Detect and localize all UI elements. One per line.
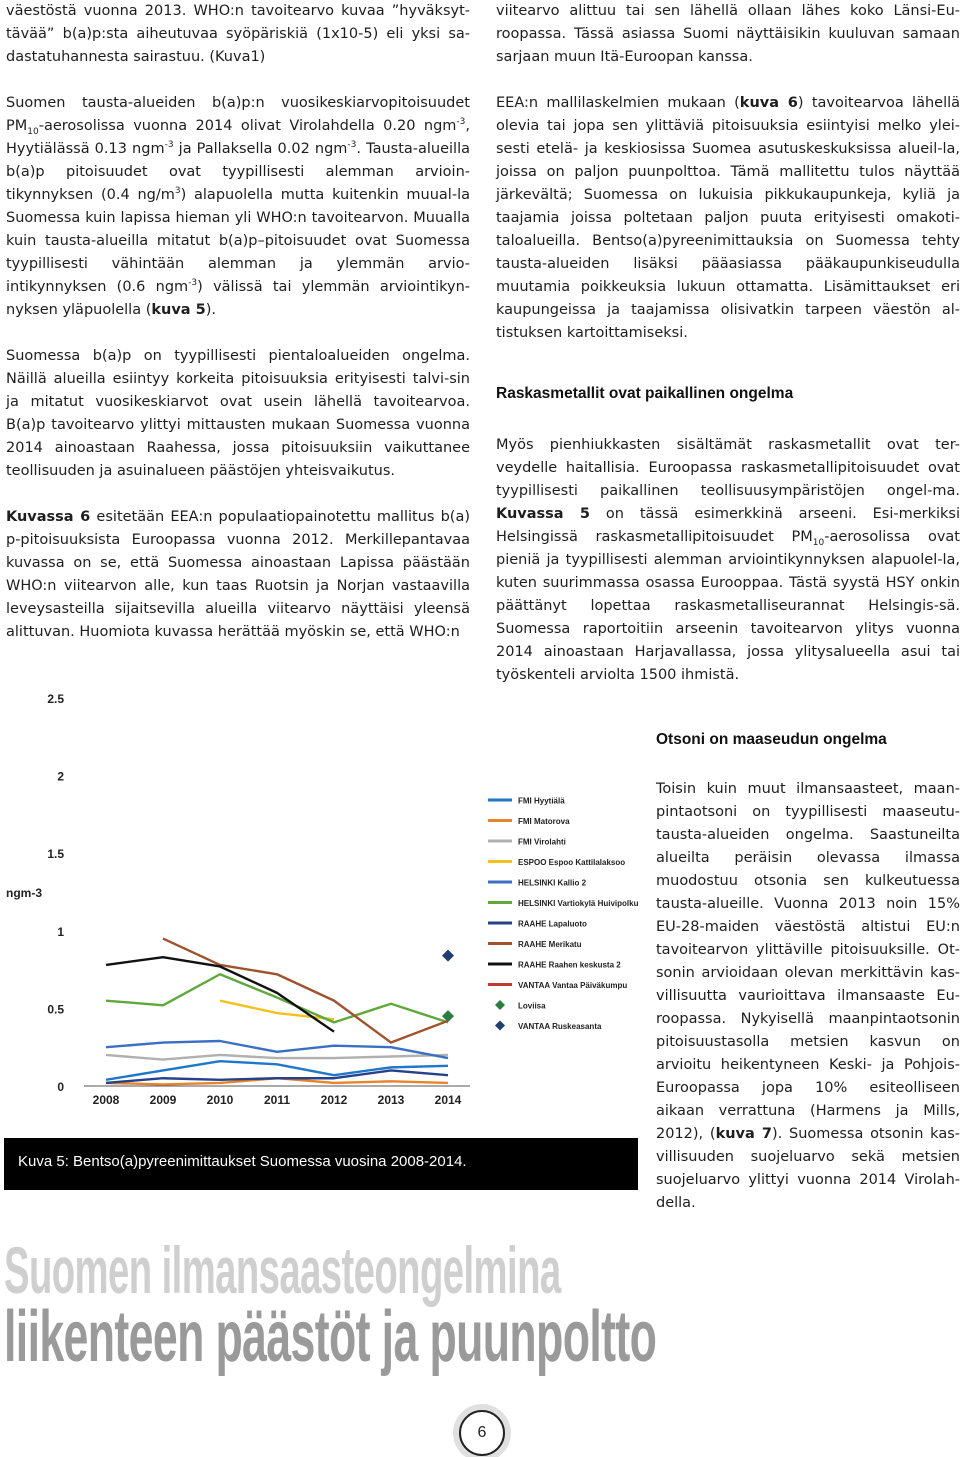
series-line <box>163 939 448 1043</box>
series-line <box>106 974 448 1022</box>
legend-label: VANTAA Ruskeasanta <box>518 1022 602 1031</box>
x-tick-label: 2013 <box>377 1093 405 1107</box>
otsoni-paragraph: Toisin kuin muut ilmansaasteet, maan-pintaotsoni on tyypillisesti maaseutu-tausta-alueiden ongelma. Saastuneilta alueilta peräisin olevassa ilmassa muodostuu otsonia sen kulkeutuessa tausta-alueille. Vuonna 2013 noin 15% EU-28-maiden väestöstä altistui EU:n tavoitearvon ylittäville pitoisuuksille. Ot-sonin arvioidaan olevan merkittävin kas-villisuutta vaurioittava ilmansaaste Eu-roopassa. Nykyisellä maanpintaotsonin pitoisuustasolla metsien kasvun on arvioitu heikentyneen Keski- ja Pohjois-Euroopassa jopa 10% esiteolliseen aikaan verrattuna (Harmens ja Mills, 2012), (kuva 7). Suomessa otsonin kas-villisuuden suojeluarvo sekä metsien suojeluarvo ylittyi vuonna 2014 Virolah-della. <box>656 781 960 1211</box>
chart-svg <box>0 680 640 1140</box>
y-tick-label: 0.5 <box>47 1002 64 1017</box>
y-tick-label: 2 <box>57 769 64 784</box>
left-column <box>6 0 470 644</box>
figure-caption: Kuva 5: Bentso(a)pyreenimittaukset Suomessa vuosina 2008-2014. <box>4 1138 638 1190</box>
y-tick-label: 0 <box>57 1080 64 1094</box>
figure-ref-kuva7: kuva 7 <box>715 1126 773 1142</box>
legend-swatch <box>495 1000 505 1010</box>
x-tick-label: 2011 <box>263 1093 291 1107</box>
series-line <box>220 1001 334 1020</box>
x-tick-label: 2009 <box>149 1093 177 1107</box>
y-tick-label: 2.5 <box>47 692 64 706</box>
y-tick-label: 1 <box>57 924 64 939</box>
legend-label: HELSINKI Kallio 2 <box>518 878 587 888</box>
legend-label: Loviisa <box>518 1001 546 1011</box>
legend-label: RAAHE Merikatu <box>518 940 582 949</box>
x-tick-label: 2014 <box>434 1093 462 1107</box>
heading-raskasmetallit: Raskasmetallit ovat paikallinen ongelma <box>496 385 794 402</box>
section-title-line-2: liikenteen päästöt ja puunpoltto <box>4 1297 657 1377</box>
legend-label: RAAHE Lapaluoto <box>518 919 587 929</box>
series-line <box>106 957 334 1031</box>
heading-otsoni: Otsoni on maaseudun ongelma <box>656 731 887 748</box>
legend-swatch <box>495 1021 505 1031</box>
series-line <box>106 1055 448 1060</box>
y-axis-label: ngm-3 <box>6 886 42 900</box>
page-number: 6 <box>459 1410 505 1456</box>
legend-label: FMI Matorova <box>518 817 570 826</box>
left-paragraph-3: Suomessa b(a)p on tyypillisesti pientaloalueiden ongelma. Näillä alueilla esiintyy korkeita pitoisuuksia erityisesti talvi-sin ja mitatut vuosikeskiarvot ovat usein lähellä tavoitearvoa. B(a)p tavoitearvo ylittyi mittausten mukaan Suomessa vuonna 2014 ainoastaan Raahessa, jossa pitoisuuksiin vaikuttanee teollisuuden ja asuinalueen päästöjen yhteisvaikutus. <box>6 348 470 479</box>
figure-ref-kuvassa6: Kuvassa 6 <box>6 509 91 525</box>
legend-label: HELSINKI Vartiokylä Huivipolku <box>518 899 639 908</box>
legend-label: FMI Hyytiälä <box>518 796 565 806</box>
legend-label: ESPOO Espoo Kattilalaksoo <box>518 858 626 867</box>
right-paragraph-1: viitearvo alittuu tai sen lähellä ollaan lähes koko Länsi-Eu-roopassa. Tässä asiassa Suomi näyttäisikin kuuluvan samaan sarjaan muun Itä-Euroopan kanssa. <box>496 3 960 65</box>
right-column <box>496 0 960 368</box>
legend-label: FMI Virolahti <box>518 837 566 847</box>
left-paragraph-2: Suomen tausta-alueiden b(a)p:n vuosikeskiarvopitoisuudet $PM_{10}$-aerosolissa vuonna 2014 olivat Virolahdella 0.20 ngm$^{-3}$, Hyytiälässä 0.13 ngm$^{-3}$ ja Pallaksella 0.02 ngm$^{-3}$. Tausta-alueilla b(a)p pitoisuudet ovat tyypillisesti alemman arvioin-tikynnyksen (0.4 $ng/m^3$) alapuolella mutta kuitenkin muual-la Suomessa kuin lapissa hieman yli WHO:n tavoitearvon. Muualla kuin tausta-alueilla mitatut b(a)p–pitoisuudet ovat Suomessa tyypillisesti vähintään alemman ja ylemmän arvio-intikynnyksen (0.6 ngm$^{-3}$) välissä tai ylemmän arviointikyn-nyksen yläpuolella (kuva 5). <box>6 95 470 318</box>
right-paragraph-3: Myös pienhiukkasten sisältämät raskasmetallit ovat ter-veydelle haitallisia. Euroopassa raskasmetallipitoisuudet ovat tyypillisesti paikallinen teollisuusympäristöjen ongel-ma. Kuvassa 5 on tässä esimerkkinä arseeni. Esi-merkiksi Helsingissä raskasmetallipitoisuudet $PM_{10}$-aerosolissa ovat pieniä ja tyypillisesti alemman arviointikynnyksen alapuolel-la, kuten suurimmassa osassa Eurooppaa. Tästä syystä HSY onkin päättänyt lopettaa raskasmetalliseurannat Helsingis-sä. Suomessa raportoitiin arseenin tavoitearvon ylitys vuonna 2014 ainoastaan Harjavallassa, jossa ylitysalueella asui tai työskenteli arviolta 1500 ihmistä. <box>496 437 960 683</box>
legend-label: RAAHE Raahen keskusta 2 <box>518 960 621 970</box>
y-tick-label: 1.5 <box>47 847 64 862</box>
legend-label: VANTAA Vantaa Päiväkumpu <box>518 981 628 990</box>
x-tick-label: 2012 <box>320 1093 348 1107</box>
left-paragraph-1: väestöstä vuonna 2013. WHO:n tavoitearvo kuvaa ”hyväksyt-tävää” b(a)p:sta aiheutuvaa syöpäriskiä (1x10-5) eli yksi sa-dastatuhannesta sairastuu. (Kuva1) <box>6 3 470 65</box>
figure-ref-kuva6: kuva 6 <box>739 95 798 111</box>
left-paragraph-4: Kuvassa 6 esitetään EEA:n populaatiopainotettu mallitus b(a) p-pitoisuuksista Euroopassa vuonna 2012. Merkillepantavaa kuvassa on se, että Suomessa ainoastaan Lapissa päästään WHO:n viitearvon alle, kun taas Ruotsin ja Norjan vastaavilla leveysasteilla sijaitsevilla alueilla viitearvo näyttäisi yleensä alittuvan. Huomiota kuvassa herättää myöskin se, että WHO:n <box>6 509 470 640</box>
x-tick-label: 2010 <box>206 1093 234 1107</box>
bap-line-chart <box>0 680 640 1190</box>
data-point-marker <box>442 950 454 962</box>
right-paragraph-2: EEA:n mallilaskelmien mukaan (kuva 6) tavoitearvoa lähellä olevia tai jopa sen ylittäviä pitoisuuksia esiintyisi melko ylei-sesti etelä- ja keskiosissa Suomea asutuskeskuksissa alueil-la, joissa on paljon puunpolttoa. Tämä mallitettu tulos näyttää järkevältä; Suomessa on lukuisia pikkukaupunkeja, kyliä ja taajamia joissa poltetaan paljon puuta erityisesti omakoti-taloalueilla. Bentso(a)pyreenimittauksia on Suomessa tehty tausta-alueiden lisäksi pääasiassa pääkaupunkiseudulla muutamia poikkeuksia lukuun ottamatta. Lisämittaukset eri kaupungeissa ja taajamissa olisivatkin tarpeen väestön al-tistuksen kartoittamiseksi. <box>496 95 960 341</box>
section-title-line-1: Suomen ilmansaasteongelmina <box>4 1233 561 1307</box>
figure-ref-kuvassa5: Kuvassa 5 <box>496 506 591 522</box>
x-tick-label: 2008 <box>92 1093 120 1107</box>
figure-ref-kuva5: kuva 5 <box>151 302 206 318</box>
